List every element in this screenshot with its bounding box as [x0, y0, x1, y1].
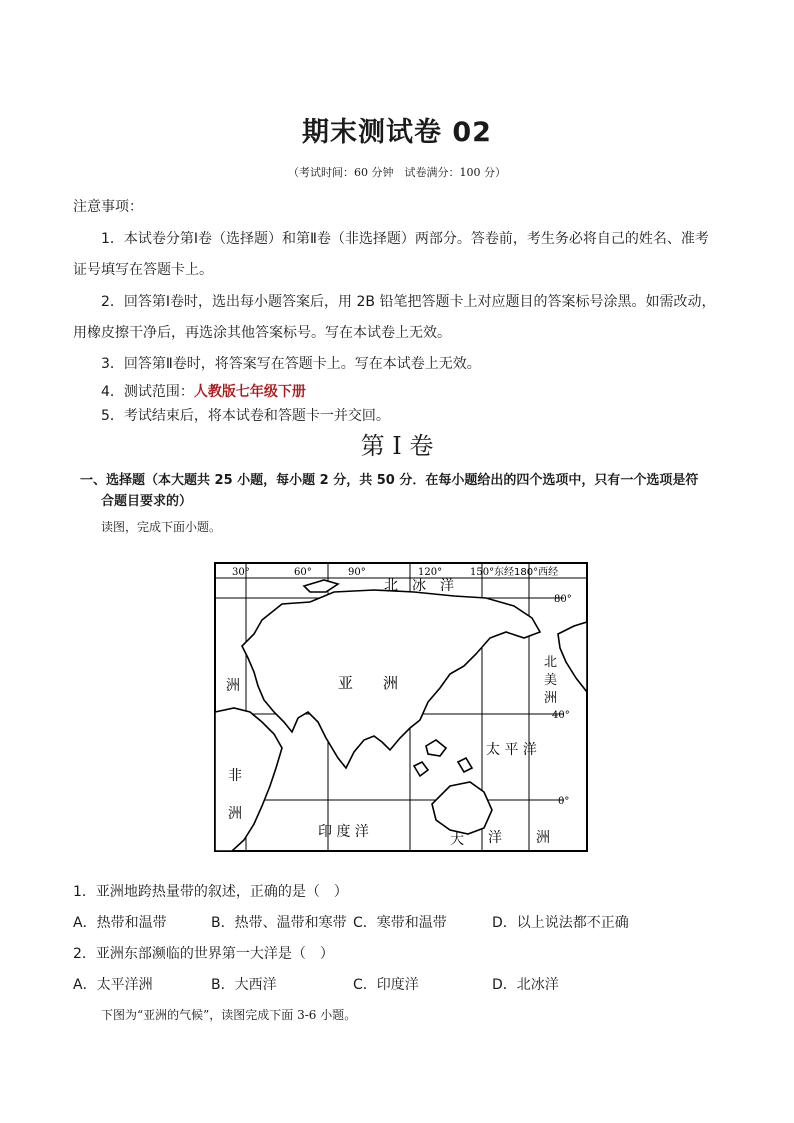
question-1-option-b: B．热带、温带和寒带: [211, 915, 347, 931]
lon-label: 120°: [418, 567, 443, 578]
section-title: 第 I 卷: [360, 432, 434, 460]
question-1-option-a: A．热带和温带: [73, 915, 167, 931]
notice-item-2-line-1: 2．回答第Ⅰ卷时，选出每小题答案后，用 2B 铅笔把答题卡上对应题目的答案标号涂黑。如需改动，: [101, 294, 716, 310]
notice-item-4-prefix: 4．测试范围：: [101, 384, 194, 400]
notice-item-4: [101, 381, 306, 401]
indian-ocean-label: 印 度 洋: [318, 824, 369, 840]
north-america-label-2: 美: [544, 673, 558, 688]
oceania-label-3: 洲: [536, 830, 550, 846]
notice-item-3: 3．回答第Ⅱ卷时，将答案写在答题卡上。写在本试卷上无效。: [101, 356, 481, 372]
asia-map: [214, 562, 588, 852]
lat-label: 40°: [552, 710, 570, 721]
lon-label: 30°: [232, 567, 250, 578]
question-2-option-c: C．印度洋: [353, 977, 419, 993]
question-2-stem: 2．亚洲东部濒临的世界第一大洋是（ ）: [73, 946, 334, 962]
north-america-label-3: 洲: [544, 691, 558, 706]
exam-info: （考试时间：60 分钟 试卷满分：100 分）: [288, 166, 506, 179]
footer-instruction: 下图为“亚洲的气候”，读图完成下面 3-6 小题。: [101, 1008, 357, 1022]
oceania-label-1: 大: [450, 832, 464, 848]
africa-label-1: 非: [228, 768, 242, 784]
question-2-option-b: B．大西洋: [211, 977, 277, 993]
notice-heading: 注意事项：: [73, 199, 143, 215]
asia-label: 亚 洲: [338, 674, 399, 692]
question-2-option-d: D．北冰洋: [492, 977, 559, 993]
part-heading-line-1: 一、选择题（本大题共 25 小题，每小题 2 分，共 50 分．在每小题给出的四个选项中，只有一个选项是符: [80, 473, 699, 488]
lat-label: 0°: [558, 796, 570, 807]
europe-label: 洲: [226, 678, 240, 694]
question-1-option-d: D．以上说法都不正确: [492, 915, 629, 931]
north-america-label-1: 北: [544, 655, 558, 670]
question-1-stem: 1．亚洲地跨热量带的叙述，正确的是（ ）: [73, 884, 348, 900]
question-2-option-a: A．太平洋洲: [73, 977, 153, 993]
africa-label-2: 洲: [228, 806, 242, 822]
oceania-label-2: 洋: [488, 830, 502, 846]
test-scope: 人教版七年级下册: [193, 384, 306, 400]
notice-item-5: 5．考试结束后，将本试卷和答题卡一并交回。: [101, 408, 390, 424]
question-1-option-c: C．寒带和温带: [353, 915, 447, 931]
part-heading-line-2: 合题目要求的）: [101, 494, 193, 509]
arctic-ocean-label: 北 冰 洋: [384, 578, 454, 594]
lon-label: 90°: [348, 567, 366, 578]
notice-item-1-line-2: 证号填写在答题卡上。: [73, 262, 213, 278]
lon-label: 150°: [470, 567, 495, 578]
pacific-ocean-label: 太 平 洋: [486, 742, 537, 758]
page-title: 期末测试卷 02: [302, 117, 492, 148]
lon-label: 60°: [294, 567, 312, 578]
lon-label: 东经180°西经: [494, 567, 559, 578]
lat-label: 80°: [554, 594, 572, 605]
notice-item-2-line-2: 用橡皮擦干净后，再选涂其他答案标号。写在本试卷上无效。: [73, 325, 451, 341]
notice-item-1-line-1: 1．本试卷分第Ⅰ卷（选择题）和第Ⅱ卷（非选择题）两部分。答卷前，考生务必将自己的姓名、准考: [101, 231, 709, 247]
map-instruction: 读图，完成下面小题。: [101, 520, 222, 534]
